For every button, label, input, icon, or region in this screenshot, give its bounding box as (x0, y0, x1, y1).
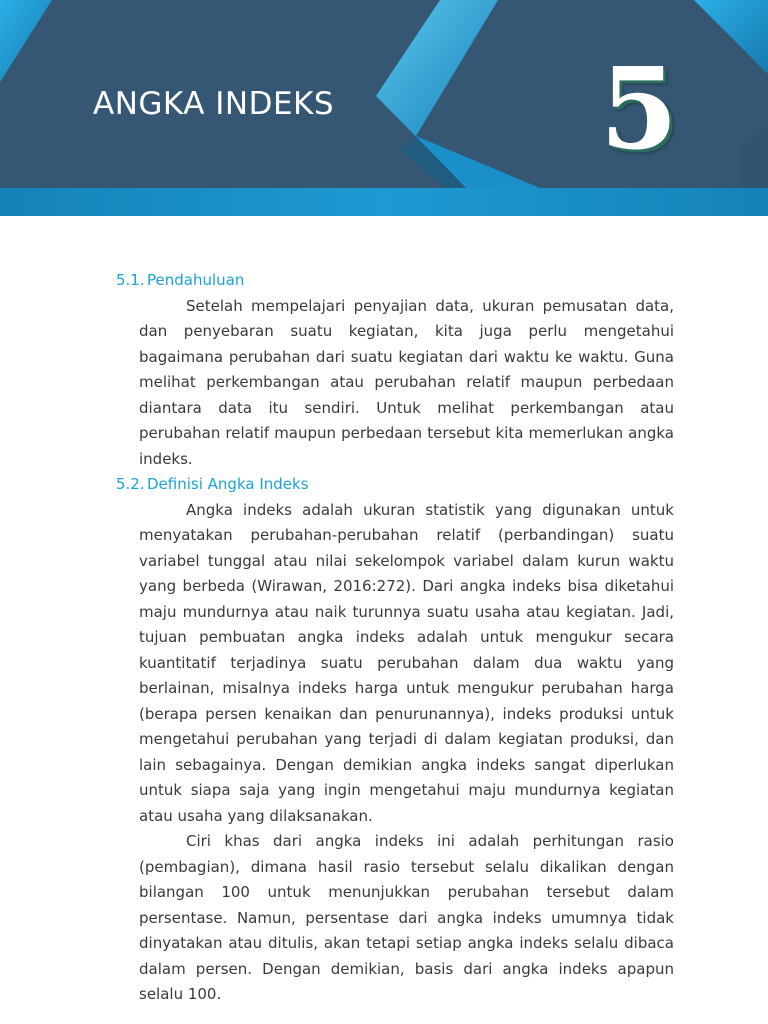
section-heading (116, 472, 676, 498)
document-body (116, 268, 676, 1008)
section-definisi-angka-indeks (116, 472, 676, 1008)
section-title: Definisi Angka Indeks (147, 475, 309, 493)
section-title: Pendahuluan (147, 271, 245, 289)
section-pendahuluan (116, 268, 676, 472)
banner-strip (0, 188, 768, 216)
section-heading (116, 268, 676, 294)
section-number: 5.2. (116, 475, 145, 493)
paragraph: Angka indeks adalah ukuran statistik yang digunakan untuk menyatakan perubahan-perubahan relatif (perbandingan) suatu variabel tunggal atau nilai sekelompok variabel dalam kurun waktu yang berbeda (Wirawan, 2016:272). Dari angka indeks bisa diketahui maju mundurnya atau naik turunnya suatu usaha atau kegiatan. Jadi, tujuan pembuatan angka indeks adalah untuk mengukur secara kuantitatif terjadinya suatu perubahan dalam dua waktu yang berlainan, misalnya indeks harga untuk mengukur perubahan harga (berapa persen kenaikan dan penurunannya), indeks produksi untuk mengetahui perubahan yang terjadi di dalam kegiatan produksi, dan lain sebagainya. Dengan demikian angka indeks sangat diperlukan untuk siapa saja yang ingin mengetahui maju mundurnya kegiatan atau usaha yang dilaksanakan. (139, 500, 674, 825)
paragraph: Setelah mempelajari penyajian data, ukuran pemusatan data, dan penyebaran suatu kegiatan, kita juga perlu mengetahui bagaimana perubahan dari suatu kegiatan dari waktu ke waktu. Guna melihat perkembangan atau perubahan relatif maupun perbedaan diantara data itu sendiri. Untuk melihat perkembangan atau perubahan relatif maupun perbedaan tersebut kita memerlukan angka indeks. (139, 296, 674, 468)
chapter-number: 5 (600, 44, 678, 175)
paragraph: Ciri khas dari angka indeks ini adalah perhitungan rasio (pembagian), dimana hasil rasio tersebut selalu dikalikan dengan bilangan 100 untuk menunjukkan perubahan tersebut dalam persentase. Namun, persentase dari angka indeks umumnya tidak dinyatakan atau ditulis, akan tetapi setiap angka indeks selalu dibaca dalam persen. Dengan demikian, basis dari angka indeks apapun selalu 100. (139, 832, 674, 1003)
chapter-banner (0, 0, 768, 216)
section-number: 5.1. (116, 271, 145, 289)
chapter-title: ANGKA INDEKS (93, 86, 335, 122)
